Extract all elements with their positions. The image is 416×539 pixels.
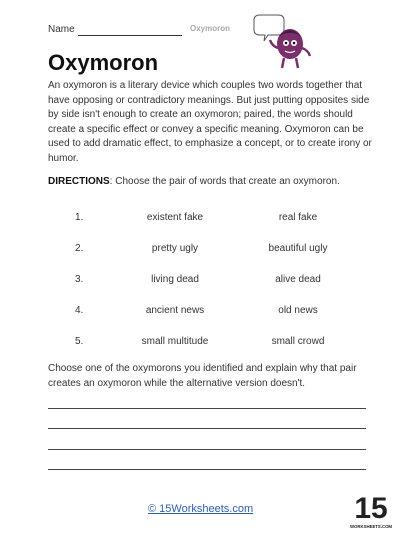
option-a[interactable]: existent fake xyxy=(146,212,204,223)
answer-line[interactable] xyxy=(48,449,366,450)
list-item xyxy=(48,274,378,290)
pair-number: 3. xyxy=(75,274,84,285)
answer-line[interactable] xyxy=(48,469,366,470)
pair-number: 4. xyxy=(75,305,84,316)
list-item xyxy=(48,336,378,352)
answer-line[interactable] xyxy=(48,408,366,409)
writing-prompt: Choose one of the oxymorons you identified and explain why that pair creates an oxymoron while the alternative version doesn't. xyxy=(48,363,357,389)
copyright-link[interactable]: © 15Worksheets.com xyxy=(148,503,254,515)
list-item xyxy=(48,212,378,228)
answer-line[interactable] xyxy=(48,428,366,429)
option-a[interactable]: pretty ugly xyxy=(151,243,199,254)
option-b[interactable]: real fake xyxy=(278,212,318,223)
15worksheets-logo xyxy=(349,488,393,532)
option-b[interactable]: old news xyxy=(278,305,318,316)
svg-text:15: 15 xyxy=(354,492,388,525)
option-b[interactable]: beautiful ugly xyxy=(268,243,328,254)
pair-number: 2. xyxy=(75,243,84,254)
pair-number: 5. xyxy=(75,336,84,347)
page-title: Oxymoron xyxy=(48,50,159,75)
option-a[interactable]: small multitude xyxy=(141,336,209,347)
option-b[interactable]: small crowd xyxy=(271,336,325,347)
option-a[interactable]: living dead xyxy=(151,274,199,285)
topic-label: Oxymoron xyxy=(190,24,231,33)
directions-text: : Choose the pair of words that create an oxymoron. xyxy=(109,176,340,187)
name-line[interactable] xyxy=(78,35,182,36)
name-label: Name xyxy=(48,24,75,35)
svg-text:WORKSHEETS.COM: WORKSHEETS.COM xyxy=(349,524,393,529)
intro-paragraph: An oxymoron is a literary device which couples two words together that have opposing or contradictory meanings. But just putting opposites side by side isn't enough to create an oxymoron; paired, the words should create a specific effect or convey a specific meaning. Oxymoron can be used to add dramatic effect, to emphasize a concept, or to create irony or humor. xyxy=(48,80,372,164)
option-a[interactable]: ancient news xyxy=(145,305,205,316)
directions-label: DIRECTIONS xyxy=(48,176,110,187)
pair-number: 1. xyxy=(75,212,84,223)
directions xyxy=(48,176,378,187)
mascot-icon xyxy=(250,14,314,70)
list-item xyxy=(48,243,378,259)
list-item xyxy=(48,305,378,321)
option-b[interactable]: alive dead xyxy=(275,274,321,285)
worksheet-header xyxy=(48,22,378,42)
